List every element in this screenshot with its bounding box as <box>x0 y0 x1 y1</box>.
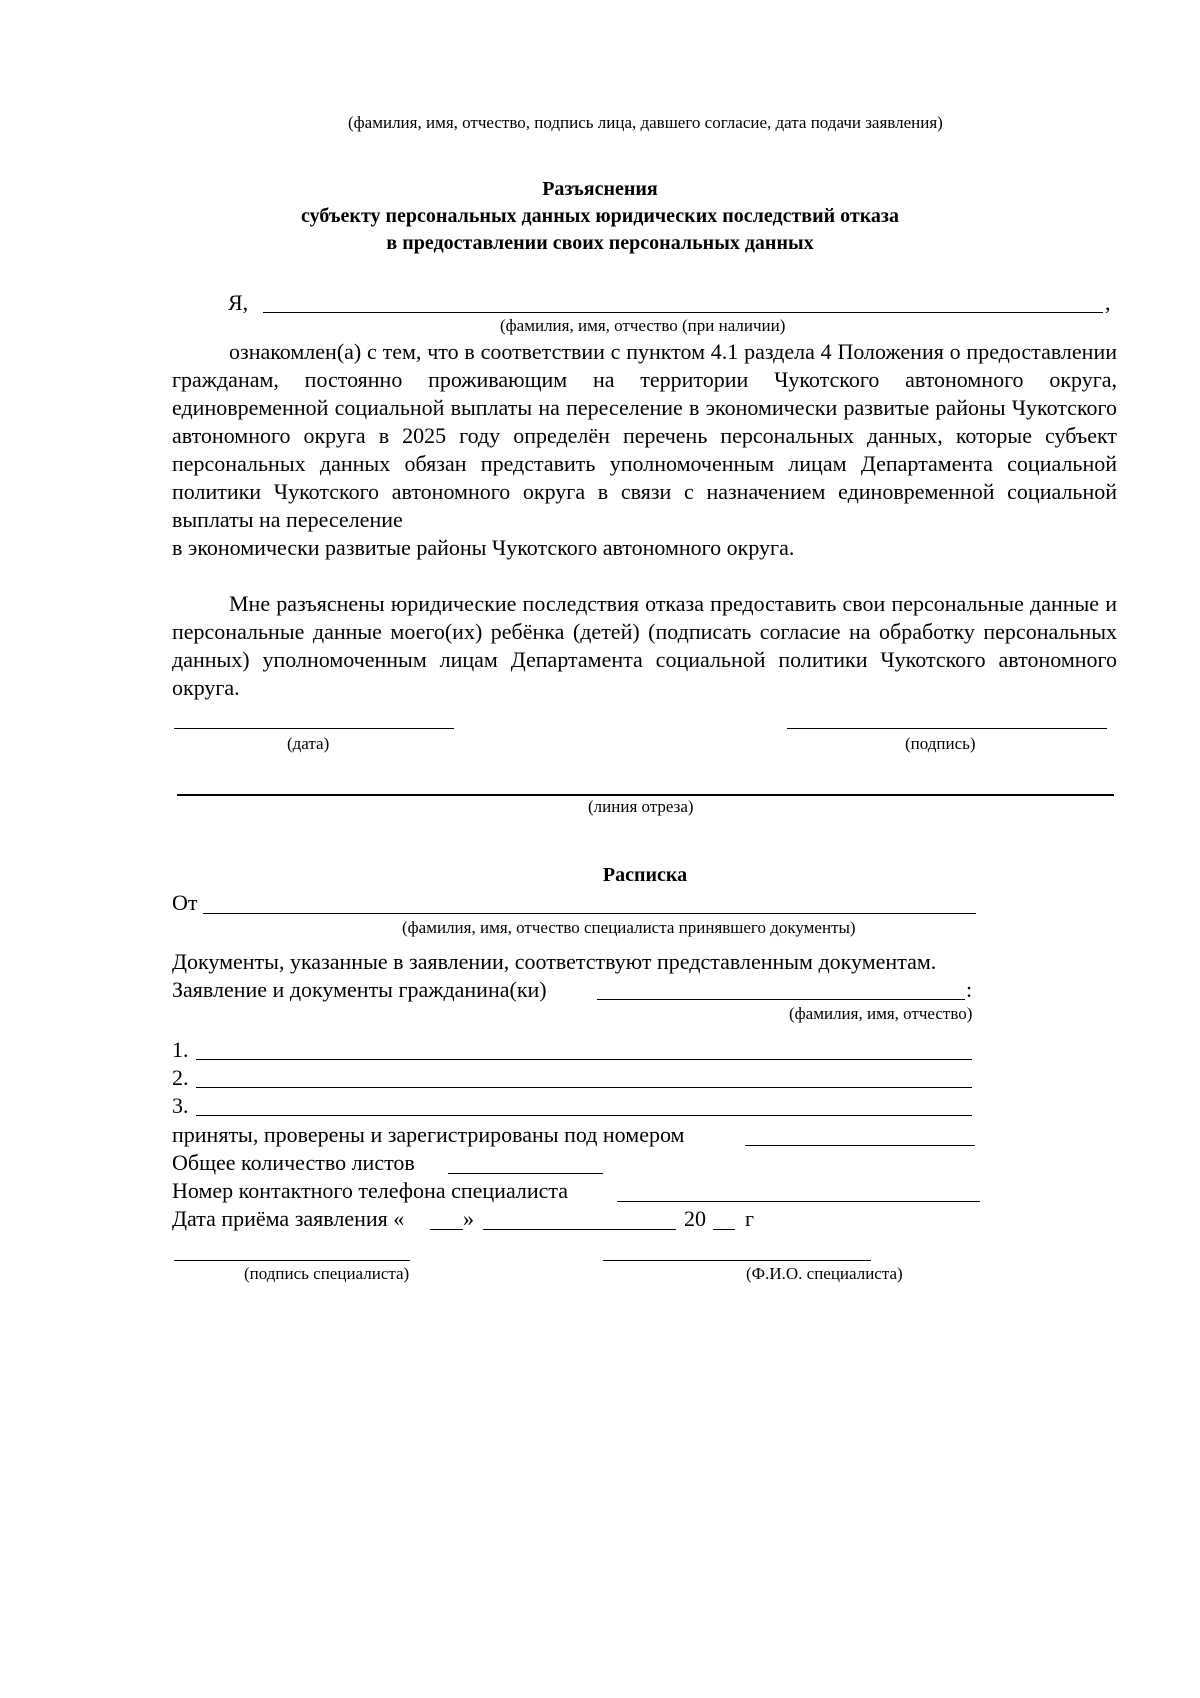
date-caption: (дата) <box>287 734 330 753</box>
documents-line: Документы, указанные в заявлении, соответствуют представленным документам. <box>172 949 937 974</box>
specialist-signature-caption: (подпись специалиста) <box>244 1264 410 1283</box>
declarant-name-field[interactable] <box>263 312 1103 313</box>
declarant-caption: (фамилия, имя, отчество (при наличии) <box>500 316 786 335</box>
specialist-fio-field[interactable] <box>603 1260 871 1261</box>
year-prefix: 20 <box>684 1206 706 1231</box>
year-suffix: г <box>745 1206 755 1231</box>
date-field[interactable] <box>174 728 454 729</box>
year-field[interactable] <box>713 1229 735 1230</box>
applicant-colon: : <box>966 977 973 1002</box>
item-number-2: 2. <box>172 1065 189 1090</box>
sheets-count-field[interactable] <box>448 1173 603 1174</box>
specialist-signature-field[interactable] <box>174 1260 410 1261</box>
date-close-quote: » <box>463 1206 474 1231</box>
declarant-prefix: Я, <box>228 290 249 315</box>
from-field[interactable] <box>203 913 976 914</box>
phone-label: Номер контактного телефона специалиста <box>172 1178 569 1203</box>
phone-field[interactable] <box>617 1201 980 1202</box>
item-number-1: 1. <box>172 1037 189 1062</box>
paragraph-1-text: ознакомлен(а) с тем, что в соответствии с пунктом 4.1 раздела 4 Положения о предоставлении гражданам, постоянно проживающим на территории Чукотского автономного округа, единовременной социальной выплаты на переселение в экономически развитые районы Чукотского автономного округа в 2025 году определён перечень персональных данных, которые субъект персональных данных обязан представить уполномоченным лицам Департамента социальной политики Чукотского автономного округа в связи с назначением единовременной социальной выплаты на переселение <box>172 339 1117 532</box>
applicant-label: Заявление и документы гражданина(ки) <box>172 977 547 1002</box>
paragraph-1-tail: в экономически развитые районы Чукотского автономного округа. <box>172 535 795 560</box>
signature-field[interactable] <box>787 728 1107 729</box>
title-line-2: субъекту персональных данных юридических последствий отказа <box>301 205 899 227</box>
signature-caption: (подпись) <box>905 734 976 753</box>
item-field-1[interactable] <box>196 1059 972 1060</box>
item-field-2[interactable] <box>196 1087 972 1088</box>
from-label: От <box>172 890 198 915</box>
registration-number-field[interactable] <box>745 1145 975 1146</box>
applicant-caption: (фамилия, имя, отчество) <box>789 1004 973 1023</box>
month-field[interactable] <box>483 1229 676 1230</box>
receipt-title: Расписка <box>602 864 688 886</box>
paragraph-2-text: Мне разъяснены юридические последствия отказа предоставить свои персональные данные и персональные данные моего(их) ребёнка (детей) (подписать согласие на обработку персональных данных) уполномоченным лицам Департамента социальной политики Чукотского автономного округа. <box>172 591 1117 700</box>
sheets-label: Общее количество листов <box>172 1150 415 1175</box>
item-number-3: 3. <box>172 1093 189 1118</box>
title-line-3: в предоставлении своих персональных данных <box>386 232 814 254</box>
registered-label: приняты, проверены и зарегистрированы под номером <box>172 1122 685 1147</box>
item-field-3[interactable] <box>196 1115 972 1116</box>
date-received-label: Дата приёма заявления « <box>172 1206 405 1231</box>
top-caption: (фамилия, имя, отчество, подпись лица, давшего согласие, дата подачи заявления) <box>348 113 943 132</box>
paragraph-2 <box>172 590 1117 702</box>
paragraph-1 <box>172 338 1117 562</box>
applicant-field[interactable] <box>597 999 965 1000</box>
cut-line-caption: (линия отреза) <box>588 797 694 816</box>
title-line-1: Разъяснения <box>542 178 658 200</box>
day-field[interactable] <box>430 1229 463 1230</box>
from-caption: (фамилия, имя, отчество специалиста принявшего документы) <box>402 918 856 937</box>
declarant-suffix: , <box>1105 290 1111 315</box>
cut-line <box>177 794 1114 796</box>
specialist-fio-caption: (Ф.И.О. специалиста) <box>746 1264 903 1283</box>
